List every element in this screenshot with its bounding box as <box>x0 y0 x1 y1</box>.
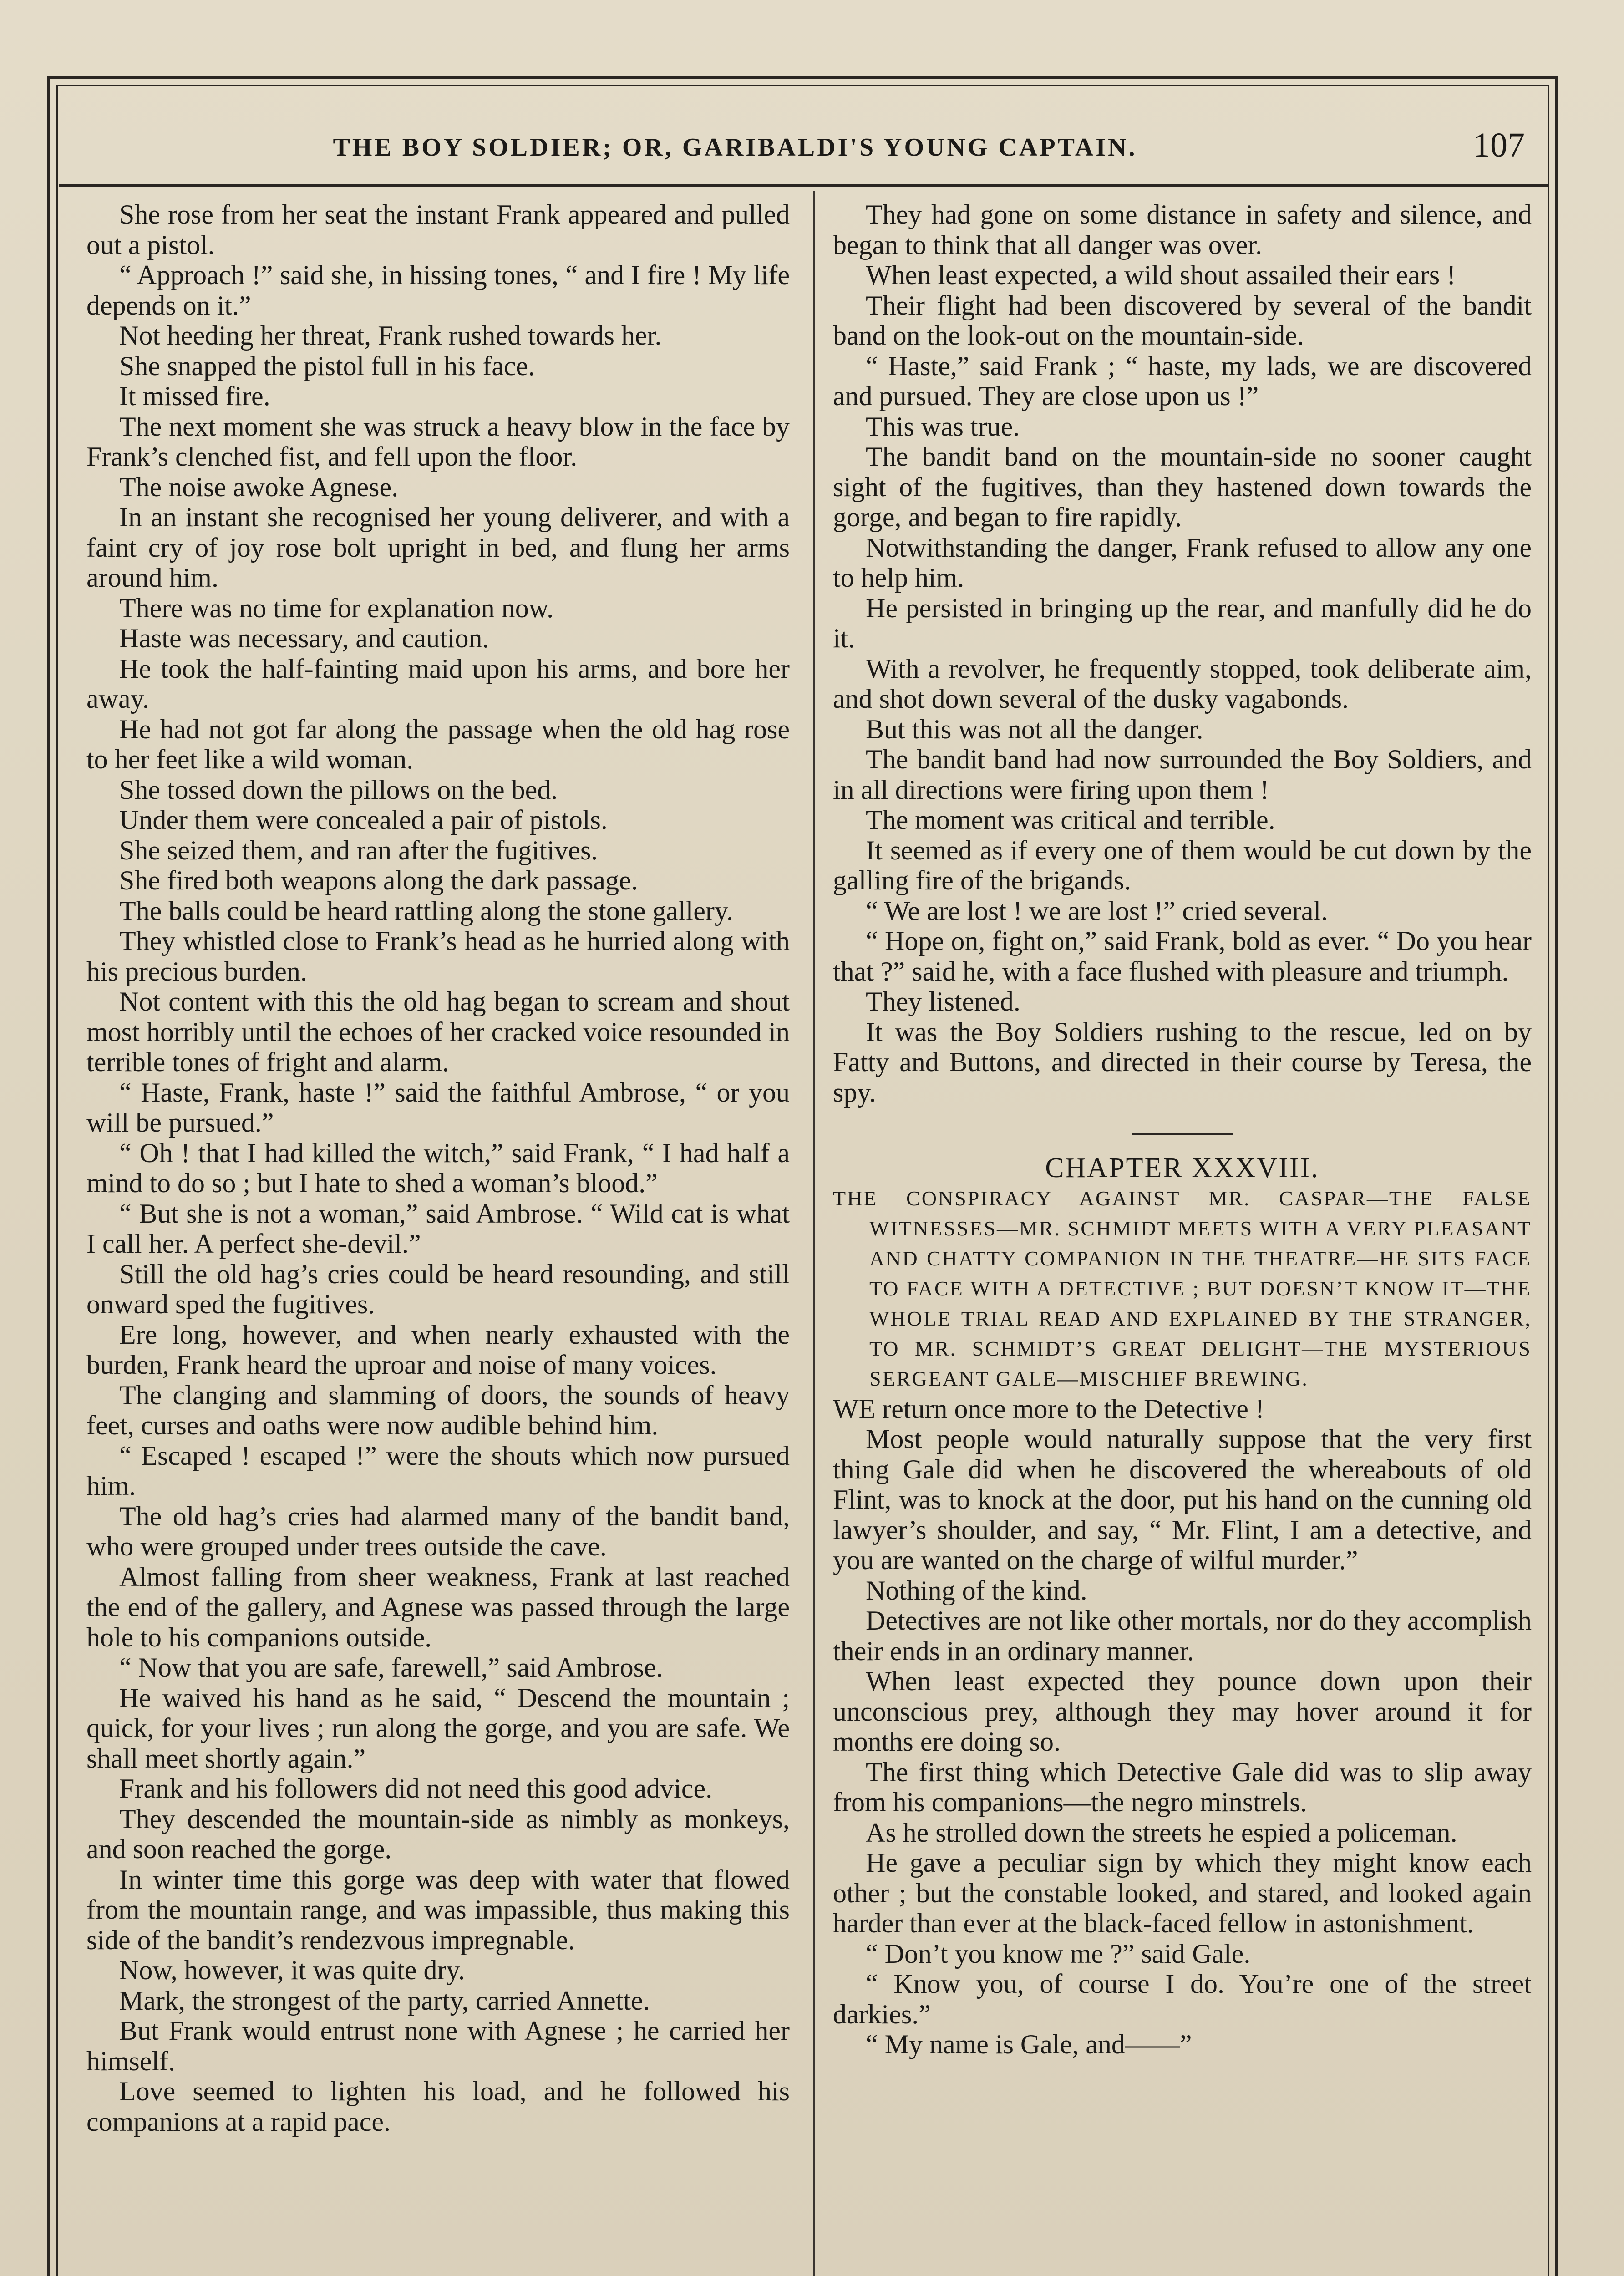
paragraph: The clanging and slamming of doors, the sounds of heavy feet, curses and oaths were now audible behind him. <box>86 1380 790 1440</box>
paragraph: This was true. <box>866 411 1020 442</box>
paragraph: He waived his hand as he said, “ Descend the mountain ; quick, for your lives ; run along the gorge, and you are safe. We shall meet shortly again.” <box>86 1682 790 1773</box>
paragraph: The balls could be heard rattling along the stone gallery. <box>119 895 734 926</box>
page-header <box>73 119 1534 169</box>
paragraph: “ Escaped ! escaped !” were the shouts which now pursued him. <box>86 1440 790 1501</box>
paragraph: “ Don’t you know me ?” said Gale. <box>866 1938 1251 1969</box>
paragraph: “ We are lost ! we are lost !” cried several. <box>866 895 1328 926</box>
paragraph: The next moment she was struck a heavy blow in the face by Frank’s clenched fist, and fell upon the floor. <box>86 411 790 472</box>
paragraph: Mark, the strongest of the party, carried Annette. <box>119 1985 650 2016</box>
paragraph: Not heeding her threat, Frank rushed towards her. <box>119 320 662 351</box>
paragraph: Now, however, it was quite dry. <box>119 1955 465 1985</box>
paragraph: Detectives are not like other mortals, nor do they accomplish their ends in an ordinary manner. <box>833 1605 1532 1666</box>
paragraph: “ But she is not a woman,” said Ambrose. “ Wild cat is what I call her. A perfect she-devil.” <box>86 1198 790 1259</box>
paragraph: They descended the mountain-side as nimbly as monkeys, and soon reached the gorge. <box>86 1804 790 1864</box>
paragraph: Not content with this the old hag began to scream and shout most horribly until the echoes of her cracked voice resounded in terrible tones of fright and alarm. <box>86 986 790 1077</box>
paragraph: Under them were concealed a pair of pistols. <box>119 805 608 835</box>
paragraph: The old hag’s cries had alarmed many of the bandit band, who were grouped under trees outside the cave. <box>86 1501 790 1561</box>
paragraph: “ Haste, Frank, haste !” said the faithful Ambrose, “ or you will be pursued.” <box>86 1077 790 1138</box>
chapter-summary: THE CONSPIRACY AGAINST MR. CASPAR—THE FALSE WITNESSES—MR. SCHMIDT MEETS WITH A VERY PLEASANT AND CHATTY COMPANION IN THE THEATRE—HE SITS FACE TO FACE WITH A DETECTIVE ; BUT DOESN’T KNOW IT—THE WHOLE TRIAL READ AND EXPLAINED BY THE STRANGER, TO MR. SCHMIDT’S GREAT DELIGHT—THE MYSTERIOUS SERGEANT GALE—MISCHIEF BREWING. <box>833 1186 1532 1390</box>
paragraph: It missed fire. <box>119 381 270 411</box>
chapter-title: CHAPTER XXXVIII. <box>1045 1153 1320 1184</box>
paragraph: The moment was critical and terrible. <box>866 805 1275 835</box>
paragraph: Their flight had been discovered by several of the bandit band on the look-out on the mountain-side. <box>833 290 1532 351</box>
section-rule <box>1132 1133 1233 1135</box>
paragraph: Ere long, however, and when nearly exhausted with the burden, Frank heard the uproar and noise of many voices. <box>86 1319 790 1380</box>
paragraph: Notwithstanding the danger, Frank refused to allow any one to help him. <box>833 532 1532 593</box>
paragraph: “ Hope on, fight on,” said Frank, bold as ever. “ Do you hear that ?” said he, with a face flushed with pleasure and triumph. <box>833 926 1532 986</box>
paragraph: He had not got far along the passage when the old hag rose to her feet like a wild woman. <box>86 714 790 774</box>
paragraph: He persisted in bringing up the rear, and manfully did he do it. <box>833 593 1532 653</box>
paragraph: Frank and his followers did not need this good advice. <box>119 1773 713 1804</box>
paragraph: In winter time this gorge was deep with water that flowed from the mountain range, and was impassible, thus making this side of the bandit’s rendezvous impregnable. <box>86 1864 790 1955</box>
paragraph: She tossed down the pillows on the bed. <box>119 774 558 805</box>
running-title: THE BOY SOLDIER; OR, GARIBALDI'S YOUNG CAPTAIN. <box>333 133 1137 162</box>
paragraph: The first thing which Detective Gale did was to slip away from his companions—the negro minstrels. <box>833 1757 1532 1817</box>
paragraph: They had gone on some distance in safety and silence, and began to think that all danger was over. <box>833 199 1532 260</box>
paragraph: He took the half-fainting maid upon his arms, and bore her away. <box>86 653 790 714</box>
paragraph: “ Approach !” said she, in hissing tones, “ and I fire ! My life depends on it.” <box>86 260 790 320</box>
paragraph: She snapped the pistol full in his face. <box>119 351 535 381</box>
paragraph: Nothing of the kind. <box>866 1575 1087 1605</box>
paragraph: He gave a peculiar sign by which they might know each other ; but the constable looked, and stared, and looked again harder than ever at the black-faced fellow in astonishment. <box>833 1848 1532 1938</box>
page-number: 107 <box>1473 126 1525 164</box>
paragraph: With a revolver, he frequently stopped, took deliberate aim, and shot down several of the dusky vagabonds. <box>833 653 1532 714</box>
paragraph: In an instant she recognised her young deliverer, and with a faint cry of joy rose bolt upright in bed, and flung her arms around him. <box>86 502 790 593</box>
paragraph: Haste was necessary, and caution. <box>119 623 489 653</box>
paragraph: Most people would naturally suppose that the very first thing Gale did when he discovered the whereabouts of old Flint, was to knock at the door, put his hand on the cunning old lawyer’s shoulder, and say, “ Mr. Flint, I am a detective, and you are wanted on the charge of wilful murder.” <box>833 1424 1532 1575</box>
paragraph: “ My name is Gale, and——” <box>866 2029 1192 2059</box>
column-divider <box>813 191 815 2276</box>
paragraph: “ Know you, of course I do. You’re one of the street darkies.” <box>833 1969 1532 2029</box>
paragraph: When least expected they pounce down upon their unconscious prey, although they may hover around it for months ere doing so. <box>833 1666 1532 1757</box>
paragraph: Almost falling from sheer weakness, Frank at last reached the end of the gallery, and Agnese was passed through the large hole to his companions outside. <box>86 1561 790 1652</box>
paragraph: She rose from her seat the instant Frank appeared and pulled out a pistol. <box>86 199 790 260</box>
paragraph: As he strolled down the streets he espied a policeman. <box>866 1817 1457 1848</box>
paragraph: The bandit band on the mountain-side no sooner caught sight of the fugitives, than they hastened down towards the gorge, and began to fire rapidly. <box>833 442 1532 532</box>
paragraph: “ Oh ! that I had killed the witch,” said Frank, “ I had half a mind to do so ; but I hate to shed a woman’s blood.” <box>86 1138 790 1198</box>
right-column <box>833 199 1532 2060</box>
paragraph: The bandit band had now surrounded the Boy Soldiers, and in all directions were firing upon them ! <box>833 744 1532 805</box>
header-rule <box>59 184 1548 187</box>
paragraph: But Frank would entrust none with Agnese ; he carried her himself. <box>86 2016 790 2076</box>
paragraph: The noise awoke Agnese. <box>119 472 399 502</box>
paragraph: Still the old hag’s cries could be heard resounding, and still onward sped the fugitives. <box>86 1259 790 1319</box>
paragraph: They listened. <box>866 986 1020 1016</box>
paragraph: There was no time for explanation now. <box>119 593 554 623</box>
paragraph: She seized them, and ran after the fugitives. <box>119 835 598 865</box>
chapter-opening: WE return once more to the Detective ! <box>833 1393 1264 1424</box>
paragraph: But this was not all the danger. <box>866 714 1203 744</box>
paragraph: It was the Boy Soldiers rushing to the rescue, led on by Fatty and Buttons, and directed in their course by Teresa, the spy. <box>833 1016 1532 1108</box>
paragraph: Love seemed to lighten his load, and he followed his companions at a rapid pace. <box>86 2076 790 2137</box>
paragraph: “ Haste,” said Frank ; “ haste, my lads, we are discovered and pursued. They are close upon us !” <box>833 351 1532 411</box>
left-column <box>86 199 790 2137</box>
paragraph: When least expected, a wild shout assailed their ears ! <box>866 260 1456 290</box>
paragraph: She fired both weapons along the dark passage. <box>119 865 638 895</box>
paragraph: It seemed as if every one of them would be cut down by the galling fire of the brigands. <box>833 835 1532 895</box>
paragraph: “ Now that you are safe, farewell,” said Ambrose. <box>119 1652 663 1682</box>
paragraph: They whistled close to Frank’s head as he hurried along with his precious burden. <box>86 926 790 986</box>
